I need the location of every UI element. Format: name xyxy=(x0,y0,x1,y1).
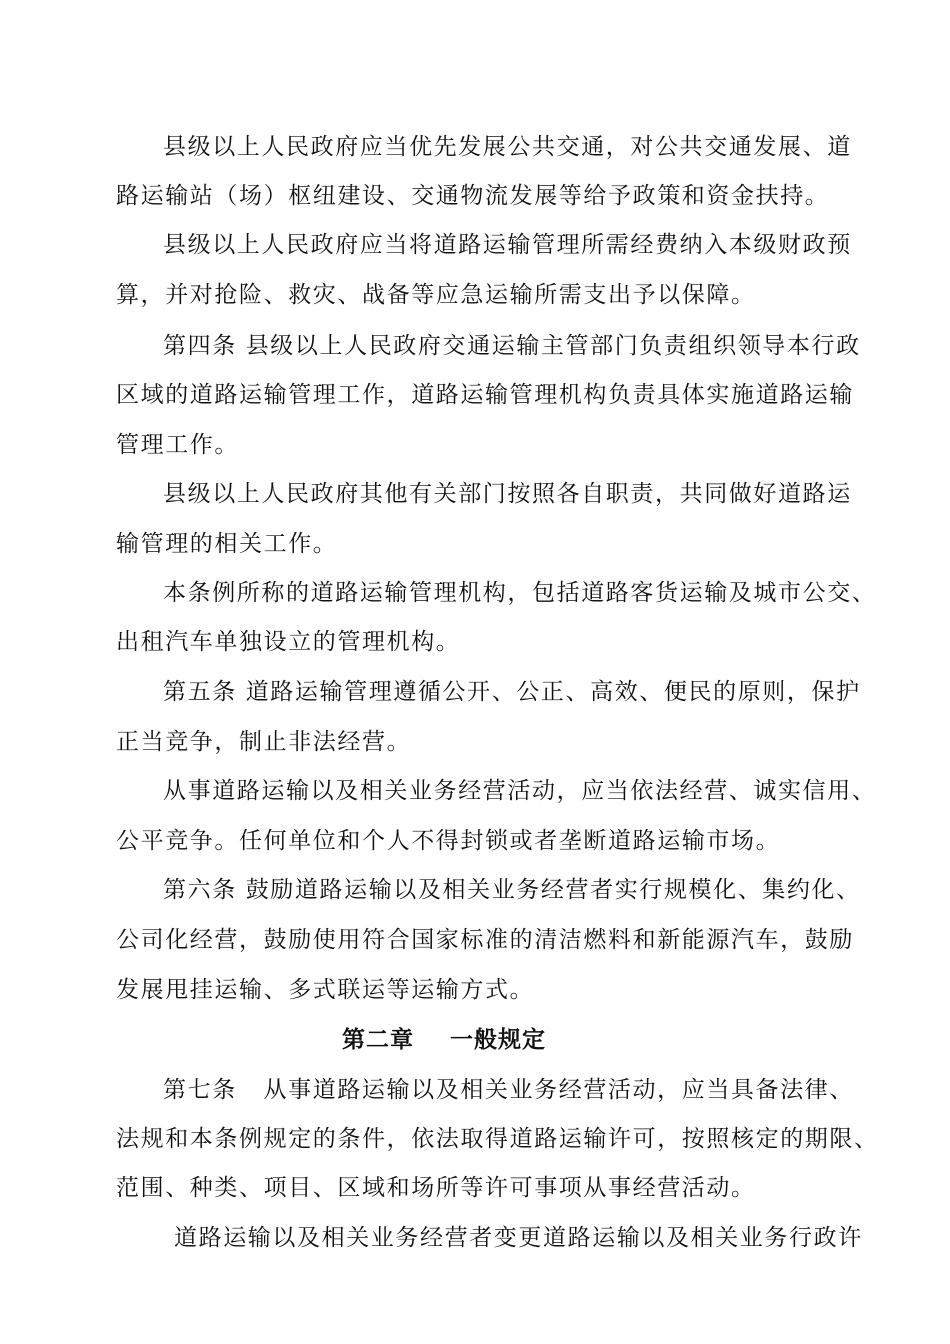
text-line: 区域的道路运输管理工作，道路运输管理机构负责具体实施道路运输 xyxy=(116,382,854,408)
text-line: 公平竞争。任何单位和个人不得封锁或者垄断道路运输市场。 xyxy=(116,828,781,854)
text-line: 县级以上人民政府应当优先发展公共交通，对公共交通发展、道 xyxy=(163,134,852,160)
article-7-line: 第七条 从事道路运输以及相关业务经营活动，应当具备法律、 xyxy=(163,1077,854,1103)
text-line: 算，并对抢险、救灾、战备等应急运输所需支出予以保障。 xyxy=(116,282,756,308)
text-line: 县级以上人民政府应当将道路运输管理所需经费纳入本级财政预 xyxy=(163,232,852,258)
article-4-line: 第四条 县级以上人民政府交通运输主管部门负责组织领导本行政 xyxy=(163,333,861,359)
text-line: 路运输站（场）枢纽建设、交通物流发展等给予政策和资金扶持。 xyxy=(116,183,830,209)
text-line: 范围、种类、项目、区域和场所等许可事项从事经营活动。 xyxy=(116,1175,756,1201)
article-5-line: 第五条 道路运输管理遵循公开、公正、高效、便民的原则，保护 xyxy=(163,679,861,705)
text-line: 本条例所称的道路运输管理机构，包括道路客货运输及城市公交、 xyxy=(163,580,877,606)
text-line: 正当竞争，制止非法经营。 xyxy=(116,729,412,755)
text-line: 公司化经营，鼓励使用符合国家标准的清洁燃料和新能源汽车，鼓励 xyxy=(116,927,854,953)
text-line: 输管理的相关工作。 xyxy=(116,531,338,557)
text-line: 从事道路运输以及相关业务经营活动，应当依法经营、诚实信用、 xyxy=(163,778,877,804)
text-line: 道路运输以及相关业务经营者变更道路运输以及相关业务行政许 xyxy=(174,1225,863,1251)
text-line: 法规和本条例规定的条件，依法取得道路运输许可，按照核定的期限、 xyxy=(116,1126,879,1152)
text-line: 管理工作。 xyxy=(116,432,239,458)
chapter-heading: 第二章 一般规定 xyxy=(342,1026,547,1053)
text-line: 县级以上人民政府其他有关部门按照各自职责，共同做好道路运 xyxy=(163,481,852,507)
text-line: 出租汽车单独设立的管理机构。 xyxy=(116,629,461,655)
article-6-line: 第六条 鼓励道路运输以及相关业务经营者实行规模化、集约化、 xyxy=(163,877,861,903)
text-line: 发展甩挂运输、多式联运等运输方式。 xyxy=(116,977,535,1003)
